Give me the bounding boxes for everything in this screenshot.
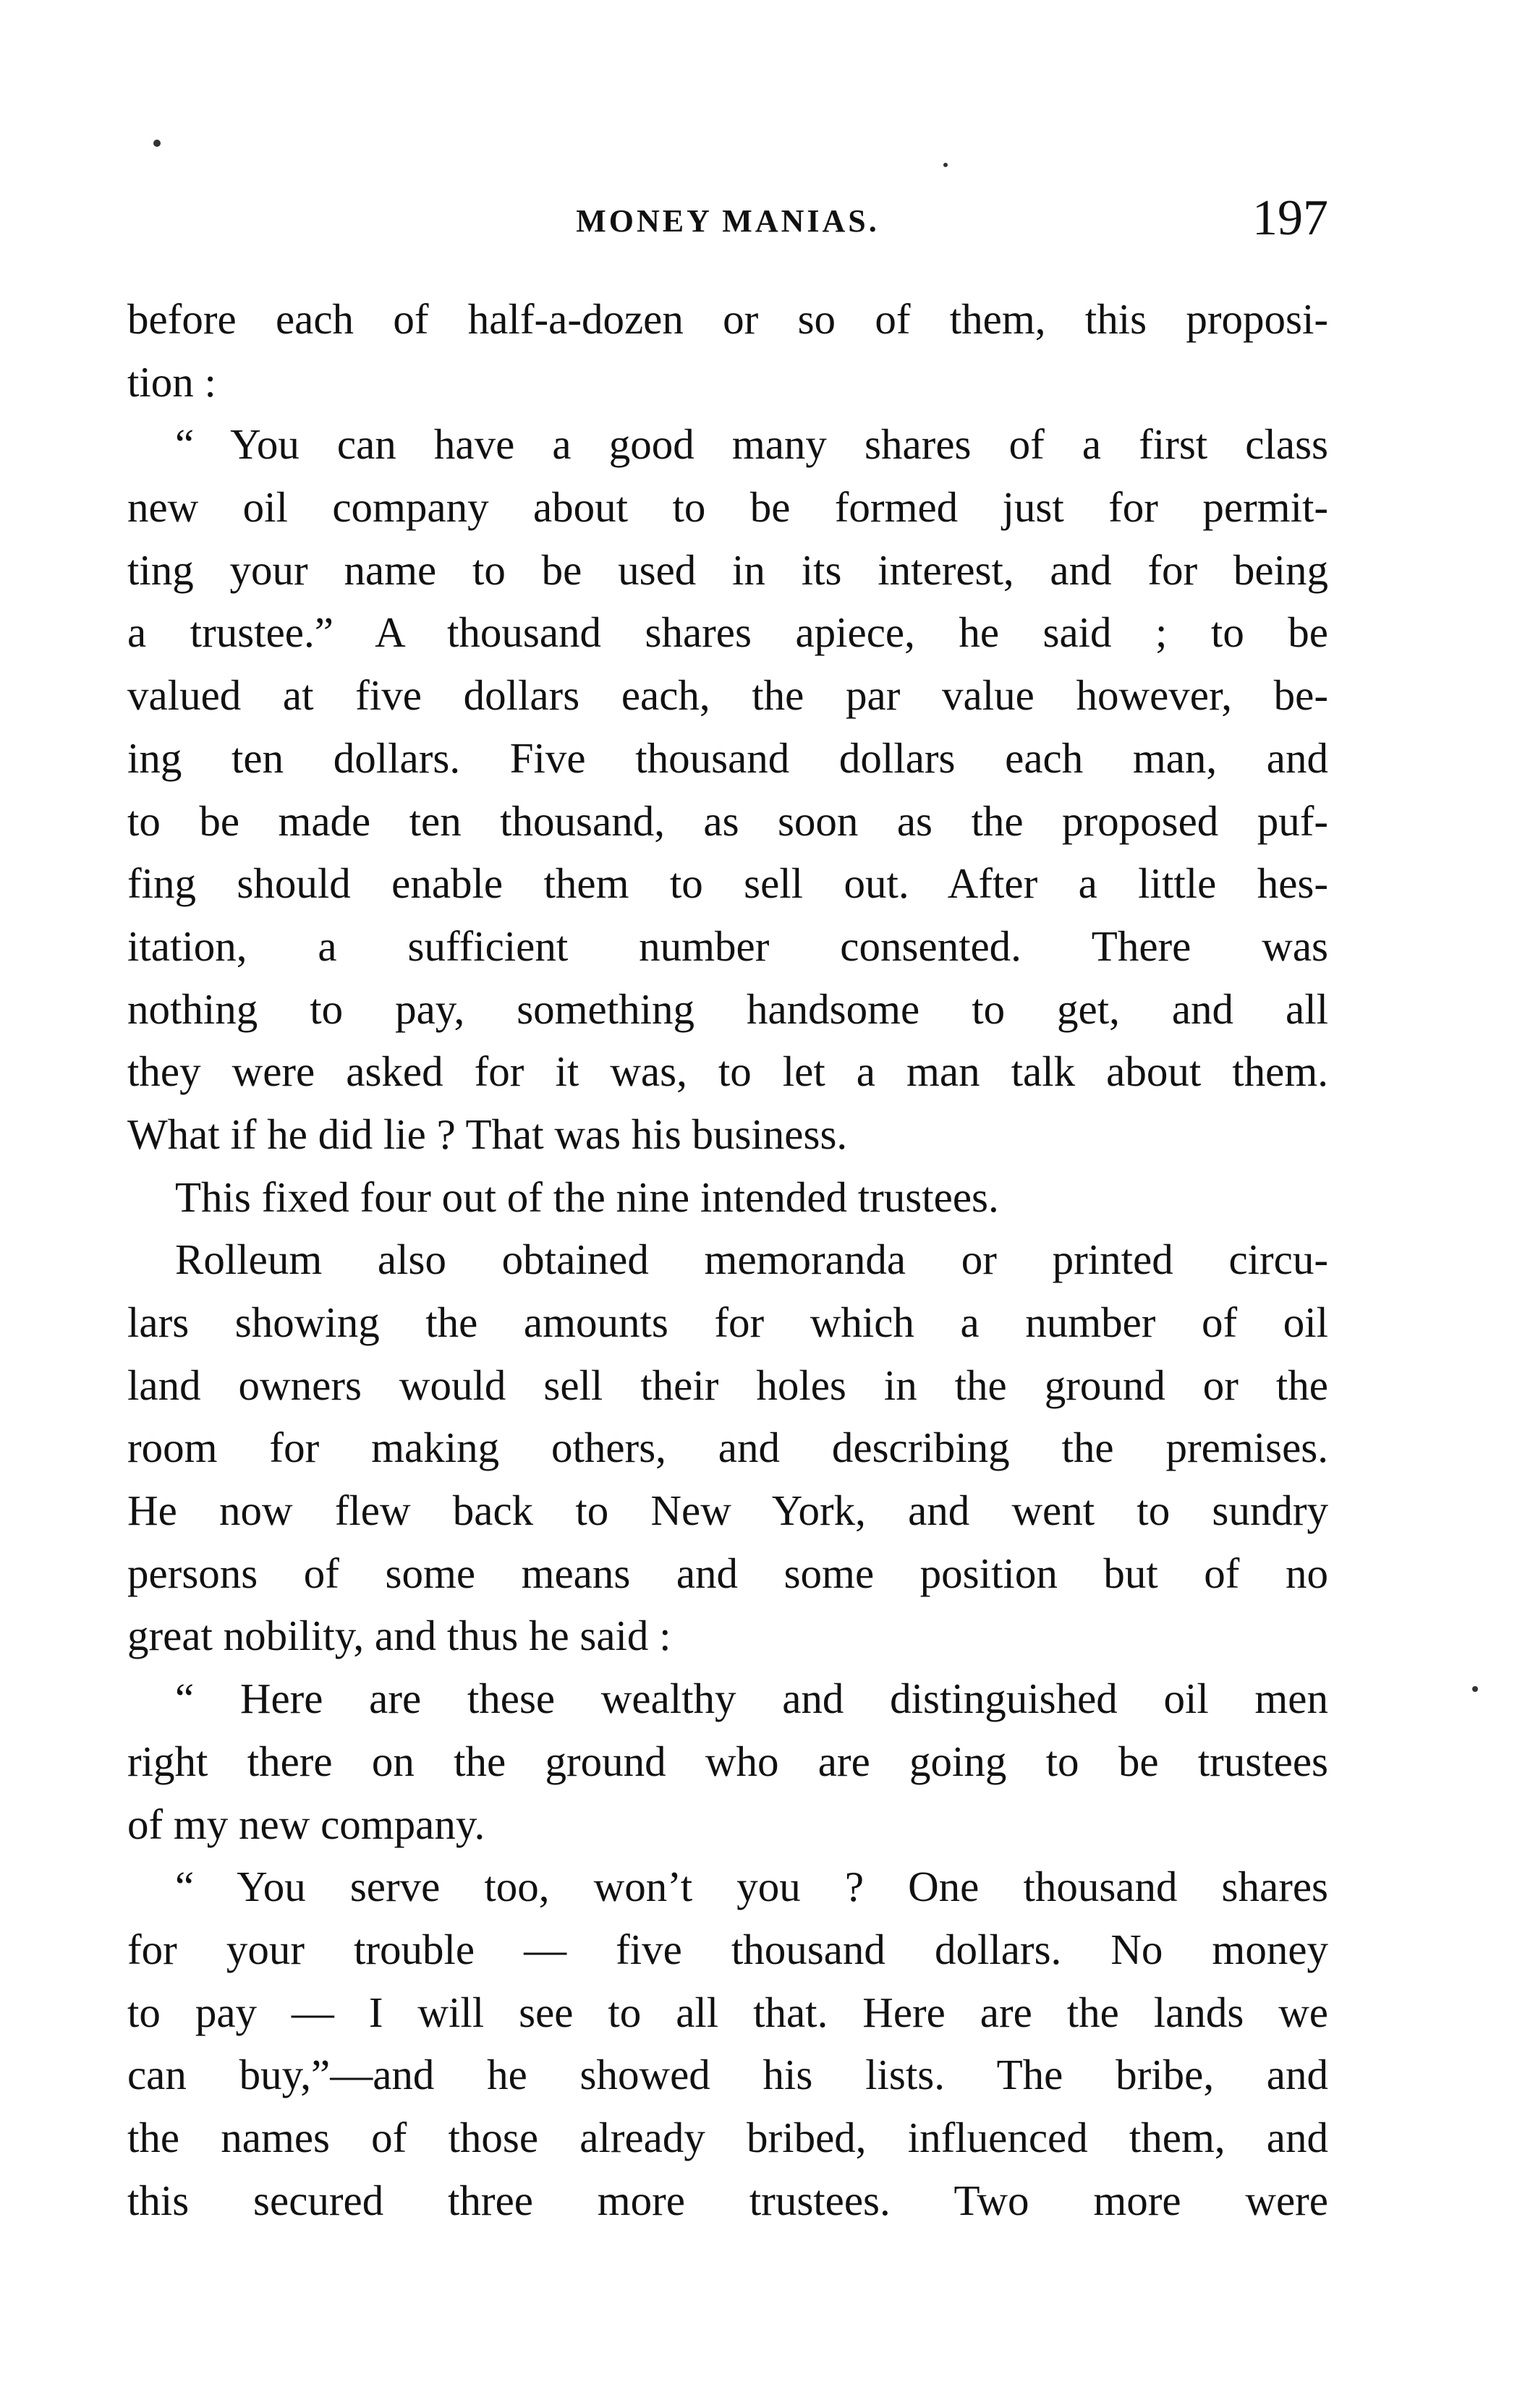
text-line: itation, a sufficient number consented. There was (127, 922, 1328, 970)
text-line: “ You can have a good many shares of a first class (175, 420, 1328, 469)
print-speck (153, 140, 161, 147)
text-line: to pay — I will see to all that. Here are the lands we (127, 1988, 1328, 2036)
text-line: Rolleum also obtained memoranda or printed circu- (175, 1235, 1328, 1284)
text-line: to be made ten thousand, as soon as the proposed puf- (127, 796, 1328, 845)
text-line: This fixed four out of the nine intended trustees. (175, 1173, 999, 1221)
text-line: for your trouble — five thousand dollars. No money (127, 1925, 1328, 1973)
page-number: 197 (1252, 190, 1328, 246)
text-line: room for making others, and describing the premises. (127, 1424, 1328, 1472)
text-line: new oil company about to be formed just for permit- (127, 483, 1328, 532)
text-line: tion : (127, 357, 216, 406)
text-line: lars showing the amounts for which a number of oil (127, 1298, 1328, 1346)
text-line: this secured three more trustees. Two more were (127, 2176, 1328, 2224)
text-line: before each of half-a-dozen or so of them, this proposi- (127, 295, 1328, 343)
text-line: a trustee.” A thousand shares apiece, he said ; to be (127, 608, 1328, 657)
text-line: of my new company. (127, 1800, 485, 1848)
print-speck (943, 163, 948, 167)
text-line: “ You serve too, won’t you ? One thousand shares (175, 1863, 1328, 1911)
text-line: ing ten dollars. Five thousand dollars each man, and (127, 733, 1328, 782)
text-line: persons of some means and some position but of no (127, 1549, 1328, 1597)
text-line: can buy,”—and he showed his lists. The bribe, and (127, 2051, 1328, 2099)
text-line: they were asked for it was, to let a man talk about them. (127, 1047, 1328, 1096)
text-line: What if he did lie ? That was his business. (127, 1110, 848, 1158)
text-line: “ Here are these wealthy and distinguished oil men (175, 1675, 1328, 1723)
running-head: MONEY MANIAS. (576, 203, 880, 239)
text-line: He now flew back to New York, and went to sundry (127, 1486, 1328, 1535)
text-line: the names of those already bribed, influenced them, and (127, 2113, 1328, 2161)
text-line: great nobility, and thus he said : (127, 1612, 671, 1660)
text-line: nothing to pay, something handsome to get, and all (127, 984, 1328, 1033)
text-line: valued at five dollars each, the par value however, be- (127, 671, 1328, 720)
text-line: right there on the ground who are going to be trustees (127, 1737, 1328, 1785)
page-header (127, 190, 1328, 262)
text-line: land owners would sell their holes in the ground or the (127, 1361, 1328, 1409)
body-text (127, 288, 1328, 2232)
text-line: ting your name to be used in its interest, and for being (127, 545, 1328, 594)
text-line: fing should enable them to sell out. After a little hes- (127, 859, 1328, 908)
print-speck (1472, 1686, 1478, 1692)
